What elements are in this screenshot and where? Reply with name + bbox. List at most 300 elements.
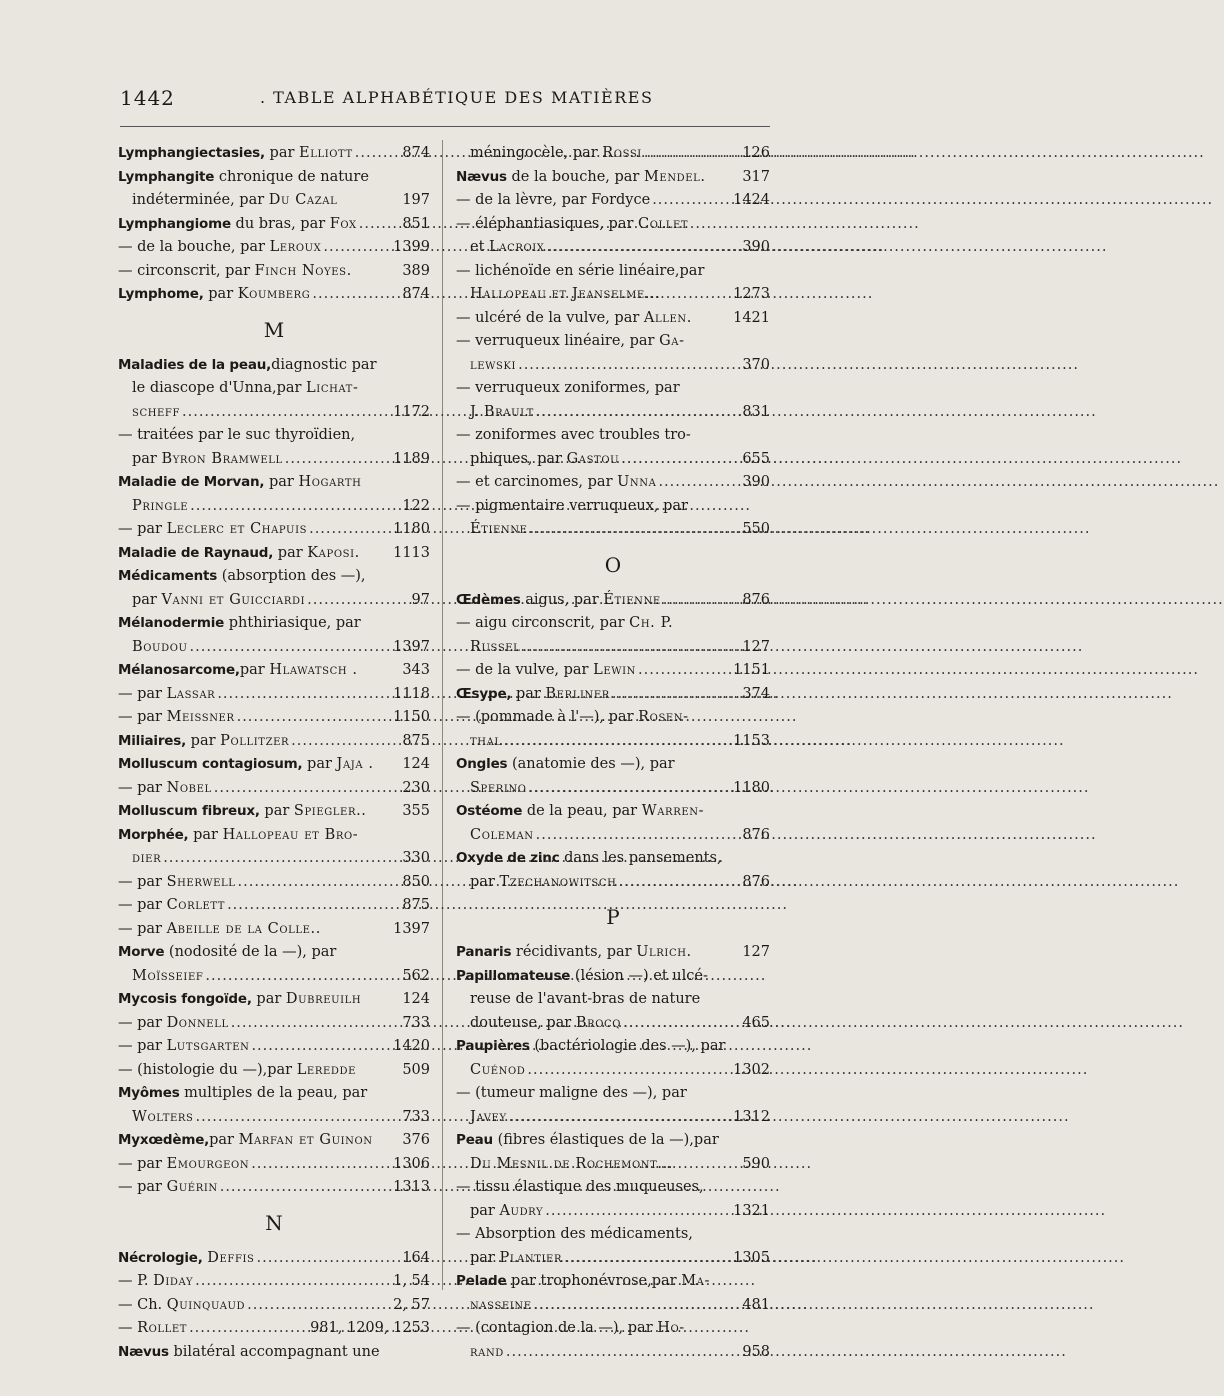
entry-text <box>456 612 673 636</box>
index-entry <box>118 706 430 730</box>
index-entry <box>456 1035 770 1059</box>
entry-description: — pigmentaire verruqueux, par <box>456 497 688 514</box>
index-entry <box>118 283 430 307</box>
entry-text <box>118 1294 245 1318</box>
index-entry <box>456 730 770 754</box>
index-entry <box>118 1106 430 1130</box>
entry-description: — Absorption des médicaments, <box>456 1226 693 1242</box>
entry-text <box>456 1176 704 1200</box>
entry-author: Pollitzer <box>220 732 290 749</box>
index-entry <box>118 424 430 448</box>
index-entry <box>118 1082 430 1106</box>
dot-leader <box>638 659 1199 683</box>
dot-leader <box>529 777 1090 801</box>
index-entry <box>456 471 770 495</box>
index-entry <box>456 448 770 472</box>
entry-author: Boudou <box>132 638 188 655</box>
entry-description: — (contagion de la —), par <box>456 1320 658 1336</box>
entry-author: thal <box>470 732 502 749</box>
entry-keyword: Morphée, <box>118 826 189 843</box>
index-entry <box>118 800 430 824</box>
entry-text <box>456 871 616 895</box>
entry-description: — de la bouche, par <box>118 239 270 255</box>
entry-text <box>456 753 675 777</box>
entry-description: — zoniformes avec troubles tro- <box>456 427 691 443</box>
index-entry <box>118 1153 430 1177</box>
page-reference: 876 <box>742 873 770 890</box>
entry-text <box>456 1341 504 1365</box>
entry-author: Abeille de la Colle.. <box>166 920 321 937</box>
entry-description: — Ch. <box>118 1296 167 1313</box>
page-reference: 343 <box>402 662 430 678</box>
entry-keyword: Maladie de Raynaud, <box>118 544 274 561</box>
entry-keyword: Papillomateuse <box>456 967 571 984</box>
index-entry <box>456 1082 770 1106</box>
entry-author: Du Cazal <box>268 192 338 208</box>
entry-text <box>118 260 352 284</box>
page-reference: 876 <box>742 591 770 608</box>
entry-text <box>456 1153 673 1177</box>
entry-text <box>118 1082 367 1106</box>
index-entry <box>118 1176 430 1200</box>
entry-author: Moïsseief <box>132 967 204 984</box>
entry-description: (anatomie des —), par <box>507 756 675 772</box>
page-reference: 370 <box>742 356 770 373</box>
entry-text <box>118 636 188 660</box>
entry-author: Kaposi. <box>307 544 360 561</box>
entry-description: — de la vulve, par <box>456 662 594 678</box>
entry-keyword: Maladie de Morvan, <box>118 474 265 490</box>
entry-text <box>118 283 310 307</box>
entry-text <box>456 1106 507 1130</box>
entry-keyword: Nævus <box>456 168 507 185</box>
entry-description: par <box>186 732 221 749</box>
entry-author: lewski <box>470 356 517 373</box>
page-reference: 1180 <box>393 521 430 537</box>
dot-leader <box>644 142 1205 166</box>
page-reference: 124 <box>402 991 430 1007</box>
index-entry <box>118 965 430 989</box>
entry-author: Étienne <box>603 591 661 608</box>
page-reference: 981, 1209, 1253 <box>310 1320 430 1336</box>
index-entry <box>118 777 430 801</box>
dot-leader <box>564 1247 1125 1271</box>
entry-text <box>456 307 692 331</box>
index-entry <box>118 847 430 871</box>
header-rule <box>120 126 770 127</box>
index-entry <box>118 683 430 707</box>
entry-text <box>456 448 619 472</box>
page-reference: 1153 <box>733 732 770 749</box>
entry-description: — par <box>118 897 167 913</box>
entry-description: — par <box>118 920 167 937</box>
entry-text <box>456 518 528 542</box>
index-entry <box>456 941 770 965</box>
entry-keyword: Maladies de la peau, <box>118 356 272 373</box>
entry-author: Du Mesnil de Rochemont... <box>470 1155 674 1172</box>
entry-text <box>118 847 161 871</box>
dot-leader <box>530 518 1091 542</box>
page-reference: 126 <box>742 145 770 161</box>
entry-text <box>118 612 361 636</box>
page-reference: 127 <box>742 638 770 655</box>
page-reference: 1399 <box>393 239 430 255</box>
page-reference: 1424 <box>733 192 770 208</box>
entry-text <box>456 965 708 989</box>
entry-text <box>118 1129 373 1153</box>
entry-description: multiples de la peau, par <box>179 1085 368 1101</box>
index-entry <box>456 965 770 989</box>
entry-text <box>118 706 235 730</box>
entry-description: — de la lèvre, par Fordyce <box>456 192 651 208</box>
dot-leader <box>504 730 1065 754</box>
index-entry <box>456 1059 770 1083</box>
entry-description: — (histologie du —),par <box>118 1061 297 1078</box>
entry-text <box>456 401 534 425</box>
entry-text <box>456 988 700 1012</box>
entry-author: Ho- <box>657 1320 685 1336</box>
entry-author: Ma- <box>681 1273 710 1289</box>
entry-keyword: Lymphome, <box>118 286 204 302</box>
entry-text <box>118 354 377 378</box>
entry-text <box>456 424 691 448</box>
index-entry <box>118 730 430 754</box>
entry-author: Marfan et Guinon <box>238 1132 373 1148</box>
index-entry <box>118 753 430 777</box>
index-entry <box>456 988 770 1012</box>
entry-description: par <box>259 803 294 819</box>
page-reference: 390 <box>742 474 770 490</box>
entry-keyword: Mélanodermie <box>118 615 225 631</box>
index-entry <box>456 1270 770 1294</box>
entry-description: — verruqueux linéaire, par <box>456 333 660 349</box>
entry-text <box>456 1012 621 1036</box>
entry-author: Russel <box>470 638 521 655</box>
page-reference: 1306 <box>393 1155 430 1172</box>
entry-description: (lésion —) et ulcé- <box>570 967 708 984</box>
index-entry <box>118 213 430 237</box>
entry-author: Sherwell <box>166 873 236 890</box>
entry-author: Wolters <box>132 1108 194 1125</box>
entry-author: Étienne <box>470 521 528 537</box>
entry-text <box>118 589 305 613</box>
entry-description: le diascope d'Unna,par <box>132 380 307 396</box>
section-letter: N <box>265 1210 283 1235</box>
page-reference: 733 <box>402 1014 430 1031</box>
entry-keyword: Myômes <box>118 1085 180 1101</box>
index-entry <box>118 189 430 213</box>
entry-description: — circonscrit, par <box>118 262 255 279</box>
entry-keyword: Ostéome <box>456 803 523 819</box>
index-entry <box>456 495 770 519</box>
entry-author: Diday <box>153 1273 194 1289</box>
page-reference: 164 <box>402 1249 430 1266</box>
entry-author: Allen. <box>643 309 692 326</box>
index-entry <box>118 894 430 918</box>
entry-description: — lichénoïde en série linéaire,par <box>456 262 705 279</box>
entry-author: Lacroix <box>489 239 545 255</box>
page-reference: 958 <box>742 1343 770 1360</box>
page-reference: 1118 <box>393 685 430 702</box>
entry-author: dier <box>132 850 162 866</box>
entry-text <box>118 495 188 519</box>
index-entry <box>456 283 770 307</box>
entry-description: — (pommade à l'—), par <box>456 709 639 725</box>
section-letter: P <box>606 905 620 929</box>
entry-description: — éléphantiasiques, par <box>456 215 639 232</box>
page-reference: 590 <box>742 1155 770 1172</box>
page-reference: 733 <box>402 1108 430 1125</box>
index-entry <box>456 636 770 660</box>
entry-description: phiques, par <box>470 450 567 467</box>
entry-description: (bactériologie des —), par <box>529 1038 726 1054</box>
entry-author: Donnell <box>166 1014 229 1031</box>
index-entry <box>118 471 430 495</box>
index-entry <box>118 1129 430 1153</box>
entry-text <box>456 213 688 237</box>
index-entry <box>456 1106 770 1130</box>
index-entry <box>118 401 430 425</box>
page-reference: 1172 <box>393 403 430 420</box>
dot-leader <box>621 448 1182 472</box>
entry-author: Nobel <box>166 779 212 796</box>
entry-text <box>456 354 516 378</box>
entry-author: Elliott <box>299 145 353 161</box>
entry-description: par trophonévrose,par <box>506 1273 682 1289</box>
entry-author: Audry <box>499 1202 544 1219</box>
entry-author: scheff <box>132 403 180 420</box>
index-entry <box>118 636 430 660</box>
entry-text <box>456 1294 532 1318</box>
entry-text <box>456 1035 725 1059</box>
entry-description: — ulcéré de la vulve, par <box>456 309 644 326</box>
index-entry <box>456 189 770 213</box>
entry-text <box>456 142 642 166</box>
entry-author: Gastou <box>566 450 620 467</box>
entry-description: — par <box>118 779 167 796</box>
index-entry <box>118 260 430 284</box>
entry-text <box>118 941 336 965</box>
entry-description: (fibres élastiques de la —),par <box>492 1132 719 1148</box>
index-entry <box>118 659 430 683</box>
index-entry <box>456 871 770 895</box>
entry-author: Unna <box>617 474 657 490</box>
entry-description: par <box>209 1132 239 1148</box>
entry-keyword: Mélanosarcome, <box>118 662 240 678</box>
entry-author: Lewin <box>593 662 637 678</box>
entry-description: par <box>470 873 500 890</box>
entry-text <box>118 189 337 213</box>
entry-author: Fox <box>329 215 357 232</box>
entry-description: par <box>511 685 546 702</box>
index-entry <box>118 612 430 636</box>
page-reference: 124 <box>402 756 430 772</box>
entry-description: — par <box>118 1038 167 1054</box>
entry-description: — verruqueux zoniformes, par <box>456 380 680 396</box>
entry-text <box>118 871 236 895</box>
entry-text <box>118 800 367 824</box>
page-reference: 875 <box>402 897 430 913</box>
index-entry <box>456 777 770 801</box>
entry-description: — aigu circonscrit, par <box>456 615 630 631</box>
entry-text <box>118 236 321 260</box>
entry-text <box>456 706 689 730</box>
entry-text <box>456 166 706 190</box>
dot-leader <box>618 871 1179 895</box>
entry-description: par <box>273 544 308 561</box>
page-reference: 874 <box>402 286 430 302</box>
entry-text <box>118 401 180 425</box>
entry-text <box>118 1270 193 1294</box>
entry-text <box>456 260 704 284</box>
page-reference: 550 <box>742 521 770 537</box>
entry-keyword: Œdèmes <box>456 591 521 608</box>
index-entry <box>456 401 770 425</box>
index-entry <box>118 988 430 1012</box>
entry-description: du bras, par <box>230 215 330 232</box>
dot-leader <box>522 636 1083 660</box>
entry-author: Hallopeau et Bro- <box>222 826 359 843</box>
page-reference: 1273 <box>733 286 770 302</box>
entry-author: Javey <box>470 1108 507 1125</box>
index-entry <box>456 213 770 237</box>
entry-author: Coleman <box>470 826 534 843</box>
index-entry <box>118 518 430 542</box>
entry-author: Sperino <box>470 779 527 796</box>
entry-text <box>118 166 369 190</box>
entry-author: Finch Noyes. <box>254 262 352 279</box>
entry-text <box>118 448 283 472</box>
entry-description: — par <box>118 521 167 537</box>
page-reference: 1150 <box>393 709 430 725</box>
entry-author: Guérin <box>166 1179 218 1195</box>
page-reference: 1189 <box>393 450 430 467</box>
entry-text <box>118 730 289 754</box>
page-reference: 389 <box>402 262 430 279</box>
page-reference: 874 <box>402 145 430 161</box>
index-entry <box>118 377 430 401</box>
entry-text <box>456 1129 719 1153</box>
index-entry <box>118 824 430 848</box>
entry-description: (nodosité de la —), par <box>164 944 337 960</box>
entry-text <box>456 283 660 307</box>
index-entry <box>118 918 430 942</box>
entry-author: Meissner <box>166 709 235 725</box>
dot-leader <box>545 1200 1106 1224</box>
index-entry <box>456 354 770 378</box>
entry-description: dans les pansements, <box>559 850 722 866</box>
index-entry <box>118 1247 430 1271</box>
entry-author: Ch. P. <box>629 615 674 631</box>
entry-description: — par <box>118 873 167 890</box>
entry-text <box>456 941 692 965</box>
entry-text <box>456 1247 562 1271</box>
index-entry <box>456 1247 770 1271</box>
entry-author: Byron Bramwell <box>161 450 283 467</box>
entry-keyword: Molluscum contagiosum, <box>118 756 303 772</box>
entry-author: Leredde <box>296 1061 356 1078</box>
entry-keyword: Molluscum fibreux, <box>118 803 260 819</box>
entry-keyword: Miliaires, <box>118 732 187 749</box>
entry-description: par <box>264 474 299 490</box>
entry-keyword: Médicaments <box>118 568 218 584</box>
entry-keyword: Lymphangite <box>118 168 215 185</box>
entry-description: aigus, par <box>520 591 604 608</box>
section-letter: O <box>604 552 622 577</box>
entry-description: diagnostic par <box>271 356 377 373</box>
entry-text <box>118 565 366 589</box>
dot-leader <box>536 401 1097 425</box>
page-reference: 1180 <box>733 779 770 796</box>
entry-description: par <box>132 591 162 608</box>
index-entry <box>456 307 770 331</box>
page-reference: 330 <box>402 850 430 866</box>
entry-author: Rollet <box>137 1320 188 1336</box>
entry-text <box>118 1341 380 1365</box>
entry-keyword: Œsype, <box>456 685 512 702</box>
index-entry <box>456 142 770 166</box>
entry-author: Plantier <box>499 1249 563 1266</box>
section-letter: M <box>263 317 285 342</box>
index-entry <box>456 683 770 707</box>
entry-author: Ga- <box>659 333 685 349</box>
entry-keyword: Mycosis fongoïde, <box>118 991 252 1007</box>
entry-text <box>118 988 361 1012</box>
entry-author: Lassar <box>166 685 216 702</box>
entry-keyword: Peau <box>456 1132 493 1148</box>
entry-text <box>456 189 650 213</box>
entry-description: — par <box>118 1179 167 1195</box>
page-reference: 1305 <box>733 1249 770 1266</box>
page-reference: 1, 54 <box>393 1273 430 1289</box>
entry-text <box>456 659 636 683</box>
page-reference: 1420 <box>393 1038 430 1054</box>
entry-description: indéterminée, par <box>132 192 269 208</box>
page-reference: 1321 <box>733 1202 770 1219</box>
index-entry <box>118 565 430 589</box>
page-reference: 1397 <box>393 920 430 937</box>
entry-description: par <box>264 145 300 161</box>
entry-author: Pringle <box>132 497 189 514</box>
entry-author: Hallopeau et Jeanselme... <box>470 286 661 302</box>
entry-text <box>118 683 215 707</box>
right-column <box>456 142 770 1364</box>
page-reference: 876 <box>742 826 770 843</box>
entry-author: Hlawatsch . <box>269 662 358 678</box>
entry-description: — <box>118 1320 138 1336</box>
index-entry <box>456 166 770 190</box>
dot-leader <box>534 1294 1095 1318</box>
index-entry <box>456 612 770 636</box>
entry-description: chronique de nature <box>214 168 369 185</box>
entry-text <box>456 1082 687 1106</box>
page-reference: 1313 <box>393 1179 430 1195</box>
entry-text <box>118 1106 193 1130</box>
entry-author: Quinquaud <box>166 1296 246 1313</box>
entry-author: Rossi <box>602 145 642 161</box>
page-number: 1442 <box>120 86 175 110</box>
dot-leader <box>623 1012 1184 1036</box>
page-reference: 465 <box>742 1014 770 1031</box>
index-entry <box>118 1012 430 1036</box>
entry-author: Lichat- <box>306 380 359 396</box>
entry-text <box>118 424 355 448</box>
entry-text <box>118 965 203 989</box>
page-reference: 831 <box>742 403 770 420</box>
page-reference: 122 <box>402 497 430 514</box>
index-entry <box>456 330 770 354</box>
page-reference: 481 <box>742 1296 770 1313</box>
